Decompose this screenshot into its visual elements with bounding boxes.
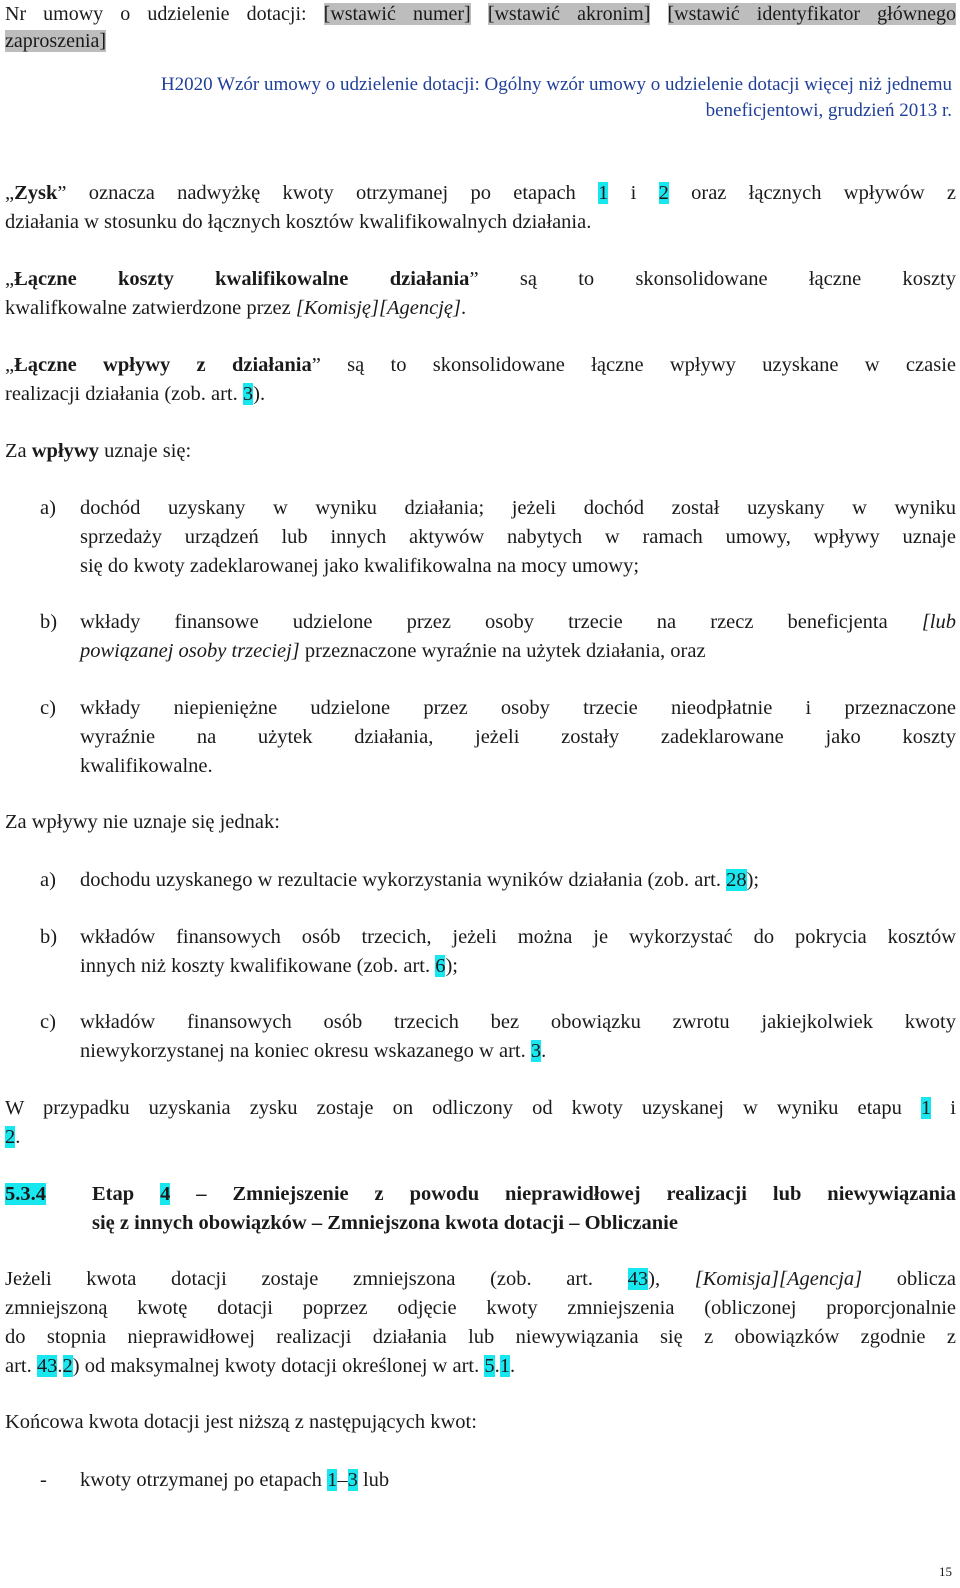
list-item: c) wkłady niepieniężne udzielone przez osoby trzecie nieodpłatnie i przeznaczone wyraźnie na użytek działania, jeżeli zostały zadeklarowane jako koszty kwalifikowalne. [40,697,956,777]
list-item: a) dochód uzyskany w wyniku działania; jeżeli dochód został uzyskany w wyniku sprzedaży urządzeń lub innych aktywów nabytych w ramach umowy, wpływy uznaje się do kwoty zadeklarowanej jako kwalifikowalna na mocy umowy; [40,497,956,577]
header-contract-number-line2 [5,27,956,56]
list-item: a) dochodu uzyskanego w rezultacie wykorzystania wyników działania (zob. art. 28); [40,869,760,891]
article-ref[interactable]: 43 [36,1355,58,1377]
page-number: 15 [939,1564,952,1579]
paragraph-koncowa: Końcowa kwota dotacji jest niższą z następujących kwot: [5,1411,477,1433]
placeholder-numer: [wstawić numer] [323,3,471,25]
list-item: c) wkładów finansowych osób trzecich bez obowiązku zwrotu jakiejkolwiek kwoty niewykorzystanej na koniec okresu wskazanego w art. 3. [40,1011,956,1062]
list-item: b) wkładów finansowych osób trzecich, jeżeli można je wykorzystać do pokrycia kosztów innych niż koszty kwalifikowane (zob. art. 6); [40,926,956,977]
article-ref[interactable]: 1 [920,1097,932,1119]
document-title: H2020 Wzór umowy o udzielenie dotacji: Ogólny wzór umowy o udzielenie dotacji więcej niż jednemu beneficjentowi, grudzień 2013 r. [160,74,952,121]
list-item: b) wkłady finansowe udzielone przez osoby trzecie na rzecz beneficjenta [lub powiązanej osoby trzeciej] przeznaczone wyraźnie na użytek działania, oraz [40,611,956,662]
placeholder-identyfikator: [wstawić identyfikator głównego [667,3,957,25]
article-ref[interactable]: 6 [435,955,446,977]
heading-za-wplywy: Za wpływy uznaje się: [5,440,192,462]
paragraph-laczne-koszty: „Łączne koszty kwalifikowalne działania” są to skonsolidowane łączne koszty [5,268,957,290]
section-number: 5.3.4 [5,1183,46,1205]
placeholder-akronim: [wstawić akronim] [487,3,651,25]
paragraph-laczne-wplywy-line2: realizacji działania (zob. art. 3). [5,383,266,405]
article-ref[interactable]: 2 [658,182,669,204]
list-item: - kwoty otrzymanej po etapach 1–3 lub [40,1469,390,1491]
article-ref[interactable]: 2 [62,1355,73,1377]
article-ref[interactable]: 43 [627,1268,649,1290]
paragraph-odliczenie: W przypadku uzyskania zysku zostaje on odliczony od kwoty uzyskanej w wyniku etapu 1 i [5,1097,956,1119]
article-ref[interactable]: 2 [5,1126,16,1148]
article-ref[interactable]: 5 [484,1355,495,1377]
paragraph-zysk-line2: działania w stosunku do łącznych kosztów kwalifikowalnych działania. [5,211,592,233]
article-ref[interactable]: 3 [530,1040,542,1062]
paragraph-laczne-wplywy: „Łączne wpływy z działania” są to skonsolidowane łączne wpływy uzyskane w czasie [5,354,956,376]
placeholder-identyfikator-cont: zaproszenia] [5,30,107,52]
paragraph-laczne-koszty-line2: kwalifkowalne zatwierdzone przez [Komisję][Agencję]. [5,297,467,319]
paragraph-zysk: „Zysk” oznacza nadwyżkę kwoty otrzymanej po etapach 1 i 2 oraz łącznych wpływów z [5,182,957,204]
article-ref[interactable]: 3 [242,383,254,405]
article-ref[interactable]: 1 [499,1355,510,1377]
article-ref[interactable]: 4 [160,1183,171,1205]
article-ref[interactable]: 28 [726,869,747,891]
article-ref[interactable]: 1 [598,182,609,204]
article-ref[interactable]: 1 [327,1469,338,1491]
header-contract-number: Nr umowy o udzielenie dotacji: [wstawić numer] [wstawić akronim] [wstawić identyfikator głównego [5,3,957,25]
heading-za-wplywy-nie: Za wpływy nie uznaje się jednak: [5,811,280,833]
paragraph-odliczenie-line2: 2. [5,1126,21,1148]
article-ref[interactable]: 3 [347,1469,358,1491]
paragraph-jezeli: Jeżeli kwota dotacji zostaje zmniejszona (zob. art. 43), [Komisja][Agencja] oblicza zmniejszoną kwotę dotacji poprzez odjęcie kwoty zmniejszenia (obliczonej proporcjonalnie do stopnia nieprawidłowej realizacji działania lub niewywiązania się z obowiązków zgodnie z art. 43.2) od maksymalnej kwoty dotacji określonej w art. 5.1. [5,1268,956,1377]
section-heading: Etap 4 – Zmniejszenie z powodu nieprawidłowej realizacji lub niewywiązania się z innych obowiązków – Zmniejszona kwota dotacji – Obliczanie [92,1183,956,1234]
